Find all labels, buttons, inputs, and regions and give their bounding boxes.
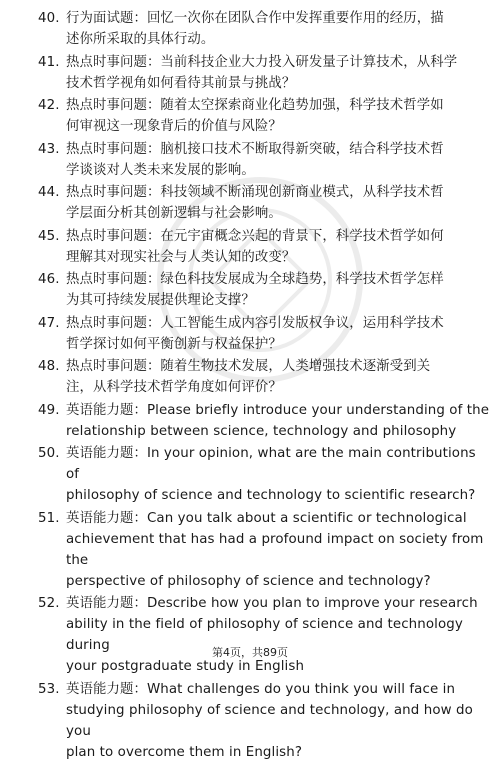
question-text: 热点时事问题：人工智能生成内容引发版权争议，运用科学技术 哲学探讨如何平衡创新与权益保护？ (66, 315, 444, 352)
question-item (38, 400, 490, 442)
question-text: 热点时事问题：随着生物技术发展，人类增强技术逐渐受到关 注，从科学技术哲学角度如何评价？ (66, 359, 431, 395)
question-text: 英语能力题：In your opinion, what are the main contributions of philosophy of science and technology to scientific research? (66, 446, 476, 503)
question-item (38, 443, 490, 506)
question-item (38, 269, 490, 311)
question-item (38, 679, 490, 763)
page-footer: 第4页，共89页 (212, 646, 288, 659)
question-number: 52. (38, 596, 60, 611)
question-item (38, 95, 490, 137)
question-number: 45. (38, 228, 60, 244)
question-text: 热点时事问题：在元宇宙概念兴起的背景下，科学技术哲学如何 理解其对现实社会与人类认知的改变？ (66, 228, 444, 265)
question-item (38, 313, 490, 355)
question-text: 热点时事问题：科技领域不断涌现创新商业模式，从科学技术哲 学层面分析其创新逻辑与社会影响。 (66, 185, 444, 221)
question-item (38, 508, 490, 592)
question-item (38, 52, 490, 94)
question-number: 43. (38, 141, 60, 157)
question-item (38, 593, 490, 677)
question-item (38, 226, 490, 268)
question-number: 53. (38, 681, 60, 697)
question-number: 47. (38, 315, 60, 331)
question-text: 热点时事问题：脑机接口技术不断取得新突破，结合科学技术哲 学谈谈对人类未来发展的影响。 (66, 141, 444, 178)
question-item (38, 139, 490, 181)
question-number: 42. (38, 98, 60, 113)
question-text: 英语能力题：Describe how you plan to improve your research ability in the field of philosophy of science and technology during your postgraduate study in English (66, 596, 478, 674)
question-number: 44. (38, 185, 60, 200)
question-text: 热点时事问题：当前科技企业大力投入研发量子计算技术，从科学 技术哲学视角如何看待其前景与挑战？ (66, 54, 458, 91)
question-number: 50. (38, 446, 60, 461)
question-text: 行为面试题：回忆一次你在团队合作中发挥重要作用的经历，描 述你所采取的具体行动。 (66, 11, 444, 47)
question-item (38, 356, 490, 398)
question-number: 49. (38, 402, 60, 418)
question-number: 40. (38, 11, 60, 26)
question-number: 51. (38, 510, 60, 526)
question-text: 英语能力题：Please briefly introduce your understanding of the relationship between science, technology and philosophy (66, 402, 490, 439)
question-number: 41. (38, 54, 60, 70)
question-text: 热点时事问题：随着太空探索商业化趋势加强，科学技术哲学如 何审视这一现象背后的价值与风险？ (66, 98, 444, 134)
question-number: 48. (38, 359, 60, 374)
question-number: 46. (38, 272, 60, 287)
question-text: 英语能力题：Can you talk about a scientific or technological achievement that has had a profound impact on society from the perspective of philosophy of science and technology? (66, 510, 484, 589)
question-text: 英语能力题：What challenges do you think you will face in studying philosophy of science and technology, and how do you plan to overcome them in English? (66, 681, 473, 760)
question-item (38, 182, 490, 224)
question-item (38, 8, 490, 50)
question-text: 热点时事问题：绿色科技发展成为全球趋势，科学技术哲学怎样 为其可持续发展提供理论支撑？ (66, 272, 444, 308)
